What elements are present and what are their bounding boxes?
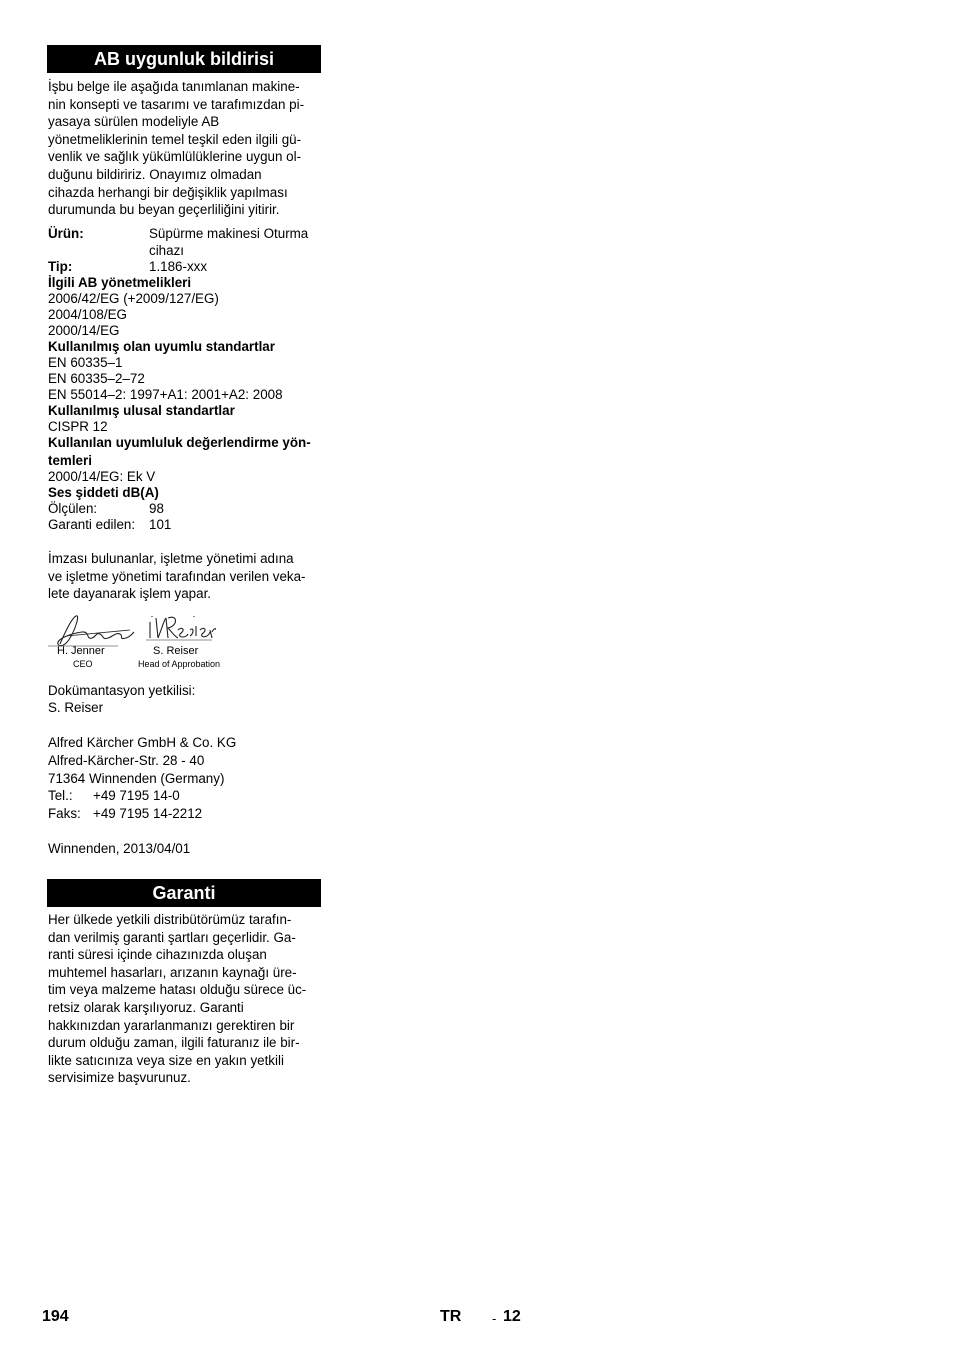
directive-item: 2006/42/EG (+2009/127/EG): [48, 291, 219, 306]
intro-line: durumunda bu beyan geçerliliğini yitirir.: [48, 202, 280, 218]
guaranteed-value: 101: [149, 517, 172, 532]
procedure-title-cont: temleri: [48, 453, 92, 468]
signature-note-line: ve işletme yönetimi tarafından verilen veka-: [48, 568, 306, 584]
doc-officer-name: S. Reiser: [48, 700, 104, 715]
company-name: Alfred Kärcher GmbH & Co. KG: [48, 735, 237, 750]
page-number: 194: [42, 1308, 69, 1325]
fax-value: +49 7195 14-2212: [93, 806, 203, 821]
national-item: CISPR 12: [48, 419, 108, 434]
company-street: Alfred-Kärcher-Str. 28 - 40: [48, 753, 205, 768]
measured-value: 98: [149, 501, 164, 516]
warranty-line: retsiz olarak karşılıyoruz. Garanti: [48, 999, 244, 1015]
measured-label: Ölçülen:: [48, 501, 98, 516]
intro-line: cihazda herhangi bir değişiklik yapılması: [48, 184, 288, 200]
intro-line: İşbu belge ile aşağıda tanımlanan makine-: [48, 79, 300, 94]
warranty-line: tim veya malzeme hatası olduğu sürece üc-: [48, 982, 307, 998]
section-page-number: 12: [503, 1308, 521, 1325]
tel-label: Tel.:: [48, 788, 73, 803]
sound-title: Ses şiddeti dB(A): [48, 485, 159, 500]
product-value-cont: cihazı: [149, 243, 184, 258]
harmonized-title: Kullanılmış olan uyumlu standartlar: [48, 339, 275, 354]
type-label: Tip:: [48, 259, 73, 274]
national-title: Kullanılmış ulusal standartlar: [48, 403, 235, 418]
signatory-1-name: H. Jenner: [57, 645, 105, 657]
warranty-line: durum olduğu zaman, ilgili faturanız ile bir-: [48, 1035, 300, 1051]
warranty-line: dan verilmiş garanti şartları geçerlidir. Ga-: [48, 929, 296, 945]
intro-line: nin konsepti ve tasarımı ve tarafımızdan pi-: [48, 96, 305, 112]
footer-separator: -: [492, 1311, 497, 1326]
signature-note-line: İmzası bulunanlar, işletme yönetimi adına: [48, 551, 294, 566]
signature-note-line: lete dayanarak işlem yapar.: [48, 586, 212, 602]
directives-title: İlgili AB yönetmelikleri: [48, 275, 192, 290]
signatory-1-role: CEO: [73, 659, 93, 669]
place-date: Winnenden, 2013/04/01: [48, 841, 191, 856]
standard-item: EN 60335–1: [48, 355, 123, 370]
warranty-line: likte satıcınıza veya size en yakın yetkili: [48, 1052, 284, 1068]
standard-item: EN 55014–2: 1997+A1: 2001+A2: 2008: [48, 387, 283, 402]
language-code: TR: [440, 1308, 462, 1325]
declaration-heading: AB uygunluk bildirisi: [47, 45, 321, 73]
company-city: 71364 Winnenden (Germany): [48, 771, 225, 786]
procedure-value: 2000/14/EG: Ek V: [48, 469, 156, 484]
warranty-line: hakkınızdan yararlanmanızı gerektiren bir: [48, 1017, 295, 1033]
warranty-line: muhtemel hasarları, arızanın kaynağı üre-: [48, 964, 297, 980]
tel-value: +49 7195 14-0: [93, 788, 180, 803]
fax-label: Faks:: [48, 806, 81, 821]
procedure-title: Kullanılan uyumluluk değerlendirme yön-: [48, 435, 311, 450]
warranty-line: ranti süresi içinde cihazınızda oluşan: [48, 947, 267, 963]
directive-item: 2000/14/EG: [48, 323, 120, 338]
doc-officer-label: Dokümantasyon yetkilisi:: [48, 683, 196, 698]
intro-line: yönetmeliklerinin temel teşkil eden ilgili gü-: [48, 131, 302, 147]
signature-note: [48, 550, 333, 603]
intro-line: yasaya sürülen modeliyle AB: [48, 114, 220, 130]
standard-item: EN 60335–2–72: [48, 371, 145, 386]
directive-item: 2004/108/EG: [48, 307, 127, 322]
type-value: 1.186-xxx: [149, 259, 208, 274]
warranty-line: servisimize başvurunuz.: [48, 1070, 191, 1086]
warranty-text: [48, 911, 333, 1087]
declaration-intro: [48, 78, 333, 219]
guaranteed-label: Garanti edilen:: [48, 517, 136, 532]
product-label: Ürün:: [48, 226, 84, 241]
warranty-heading: Garanti: [47, 879, 321, 907]
intro-line: venlik ve sağlık yükümlülüklerine uygun ol-: [48, 149, 302, 165]
signatory-2-name: S. Reiser: [153, 645, 199, 657]
signatory-2-role: Head of Approbation: [138, 659, 221, 669]
intro-line: duğunu bildiririz. Onayımız olmadan: [48, 166, 262, 182]
product-value: Süpürme makinesi Oturma: [149, 226, 309, 241]
warranty-line: Her ülkede yetkili distribütörümüz tarafın-: [48, 912, 292, 927]
